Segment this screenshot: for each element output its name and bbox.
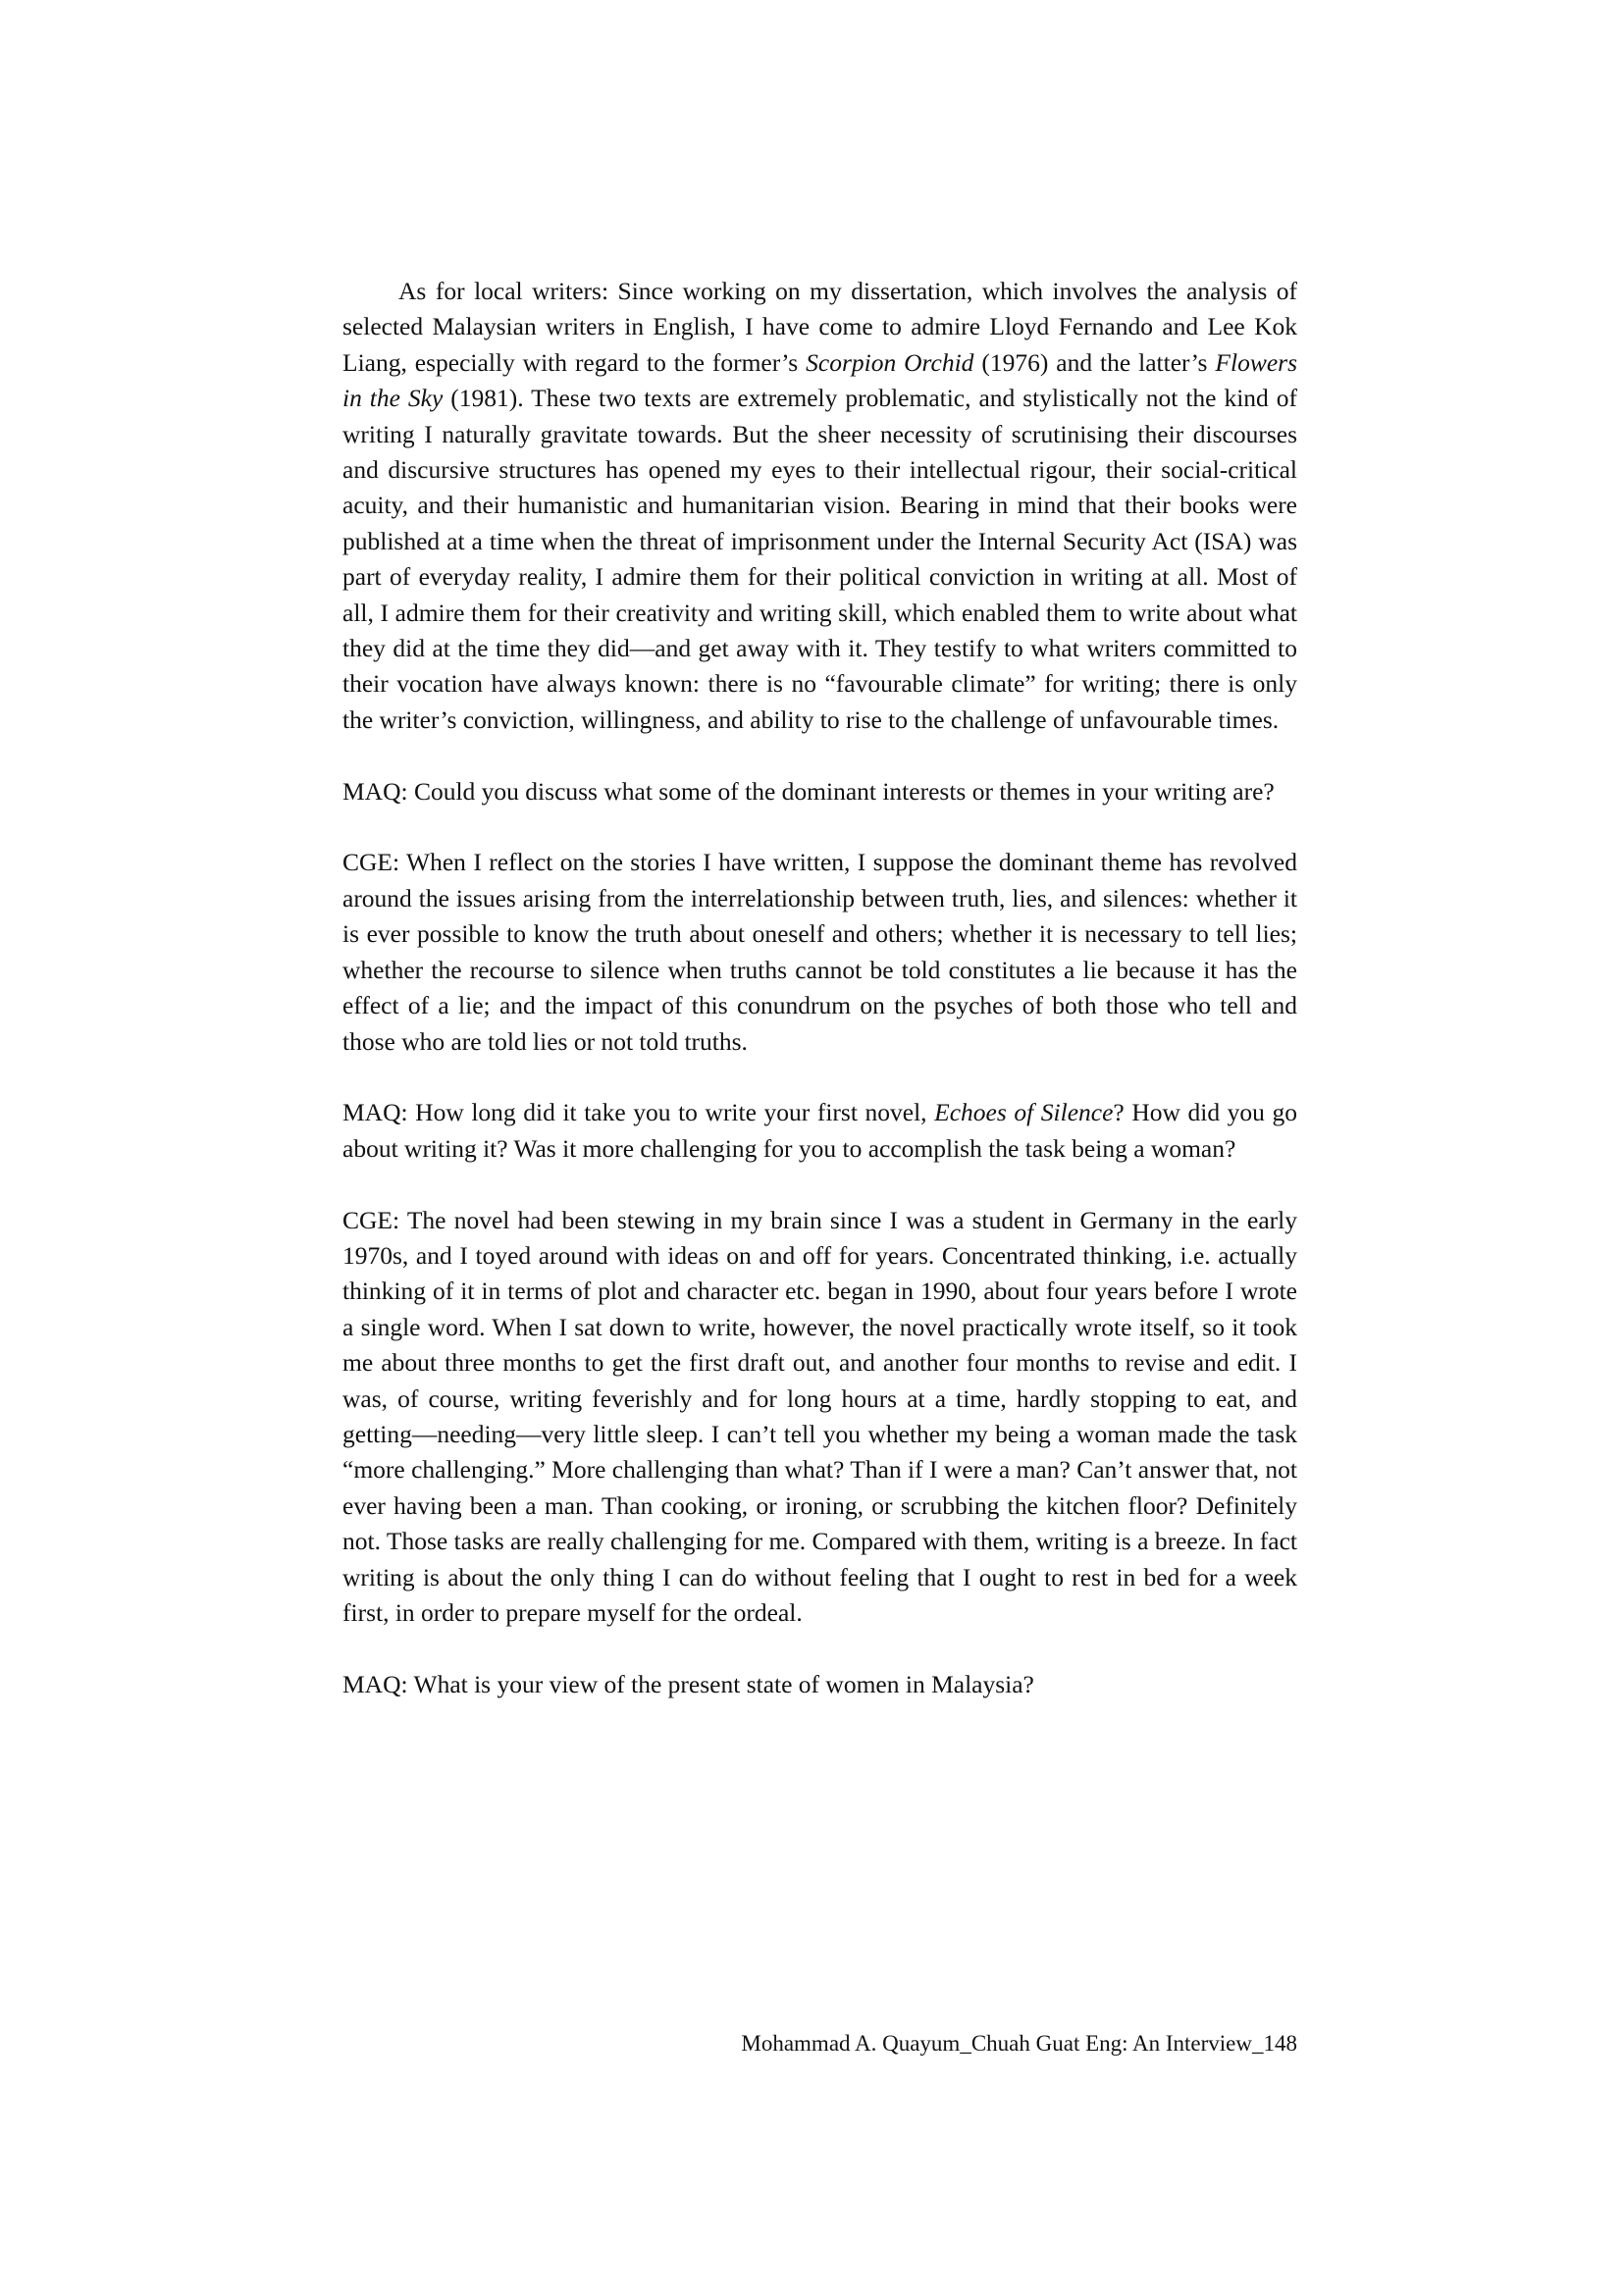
book-title-scorpion-orchid: Scorpion Orchid [806,347,974,377]
paragraph-text: As for local writers: Since working on my dissertation, which involves the analysis of selected Malaysian writers in English, I have come to admire Lloyd Fernando and Lee Kok Liang, especially with regard to the former’s [342,277,1297,377]
question-first-novel [342,1095,1297,1167]
question-dominant-themes: MAQ: Could you discuss what some of the dominant interests or themes in your writing are? [342,776,1275,806]
question-women-in-malaysia: MAQ: What is your view of the present state of women in Malaysia? [342,1669,1034,1698]
answer-first-novel: CGE: The novel had been stewing in my brain since I was a student in Germany in the early 1970s, and I toyed around with ideas on and off for years. Concentrated thinking, i.e. actually thinking of it in terms of plot and character etc. began in 1990, about four years before I wrote a single word. When I sat down to write, however, the novel practically wrote itself, so it took me about three months to get the first draft out, and another four months to revise and edit. I was, of course, writing feverishly and for long hours at a time, hardly stopping to eat, and getting—needing—very little sleep. I can’t tell you whether my being a woman made the task “more challenging.” More challenging than what? Than if I were a man? Can’t answer that, not ever having been a man. Than cooking, or ironing, or scrubbing the kitchen floor? Definitely not. Those tasks are really challenging for me. Compared with them, writing is a breeze. In fact writing is about the only thing I can do without feeling that I ought to rest in bed for a week first, in order to prepare myself for the ordeal. [342,1205,1297,1627]
paragraph-local-writers [342,274,1297,738]
paragraph-spacer [342,1167,1297,1202]
paragraph-spacer [342,1060,1297,1095]
answer-dominant-themes: CGE: When I reflect on the stories I have written, I suppose the dominant theme has revolved around the issues arising from the interrelationship between truth, lies, and silences: whether it is ever possible to know the truth about oneself and others; whether it is necessary to tell lies; whether the recourse to silence when truths cannot be told constitutes a lie because it has the effect of a lie; and the impact of this conundrum on the psyches of both those who tell and those who are told lies or not told truths. [342,848,1297,1056]
paragraph-spacer [342,809,1297,845]
page-footer: Mohammad A. Quayum_Chuah Guat Eng: An Interview_148 [741,2031,1297,2056]
paragraph-text: (1981). These two texts are extremely problematic, and stylistically not the kind of writing I naturally gravitate towards. But the sheer necessity of scrutinising their discourses and discursive structures has opened my eyes to their intellectual rigour, their social-critical acuity, and their humanistic and humanitarian vision. Bearing in mind that their books were published at a time when the threat of imprisonment under the Internal Security Act (ISA) was part of everyday reality, I admire them for their political conviction in writing at all. Most of all, I admire them for their creativity and writing skill, which enabled them to write about what they did at the time they did—and get away with it. They testify to what writers committed to their vocation have always known: there is no “favourable climate” for writing; there is only the writer’s conviction, willingness, and ability to rise to the challenge of unfavourable times. [342,384,1297,734]
paragraph-spacer [342,738,1297,773]
book-title-flowers-in-the-sky: Flowers in the Sky [342,347,1297,413]
paragraph-spacer [342,1631,1297,1666]
paragraph-text: ? How did you go about writing it? Was it more challenging for you to accomplish the task being a woman? [342,1098,1297,1163]
book-title-echoes-of-silence: Echoes of Silence [934,1098,1114,1127]
interview-body [342,274,1297,1702]
paragraph-text: (1976) and the latter’s [973,347,1216,377]
paragraph-text: MAQ: How long did it take you to write your first novel, [342,1098,935,1127]
